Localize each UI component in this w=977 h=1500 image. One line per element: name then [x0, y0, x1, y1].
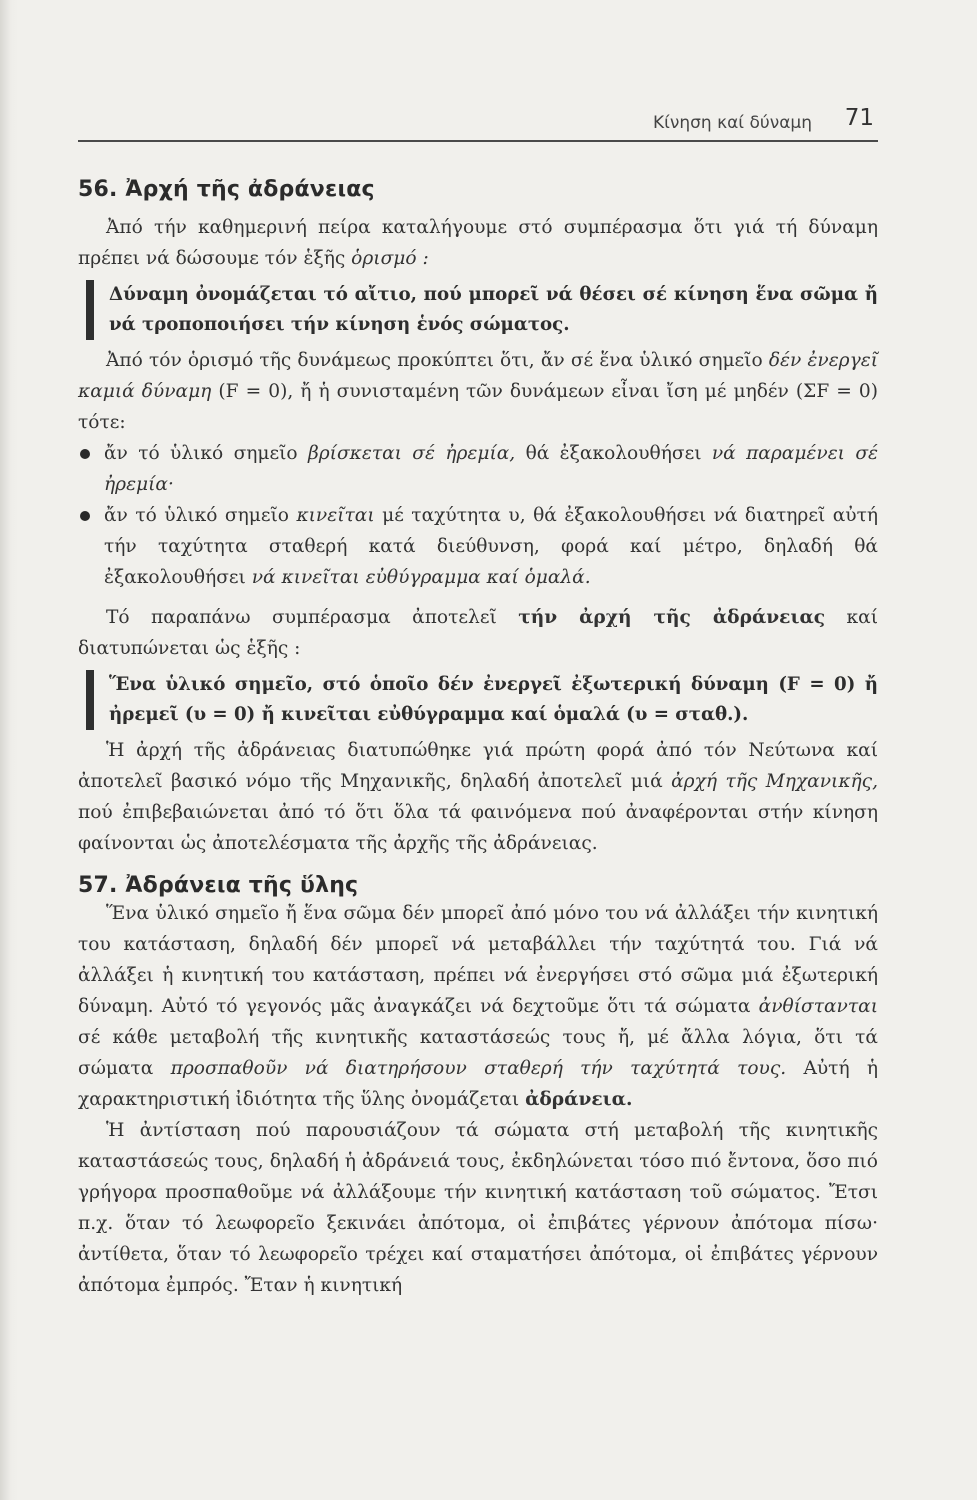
- force-definition: Δύναμη ὀνομάζεται τό αἴτιο, πού μπορεῖ νά θέσει σέ κίνηση ἕνα σῶμα ἤ νά τροποποιήσει τήν κίνηση ἑνός σώματος.: [109, 284, 878, 335]
- consequence-text-a: Ἀπό τόν ὁρισμό τῆς δυνάμεως προκύπτει ὅτι, ἄν σέ ἕνα ὑλικό σημεῖο: [106, 350, 769, 371]
- consequence-paragraph: [78, 345, 878, 438]
- newton-text-b: πού ἐπιβεβαιώνεται ἀπό τό ὅτι ὅλα τά φαινόμενα πού ἀναφέρονται στήν κίνηση φαίνονται ὡς ἀποτελέσματα τῆς ἀρχῆς τῆς ἀδράνειας.: [78, 802, 878, 854]
- consequence-text-b: (F = 0), ἤ ἡ συνισταμένη τῶν δυνάμεων εἶναι ἴση μέ μηδέν (ΣF = 0) τότε:: [78, 381, 878, 433]
- resistance-paragraph: Ἡ ἀντίσταση πού παρουσιάζουν τά σώματα στή μεταβολή τῆς κινητικῆς καταστάσεώς τους, δηλαδή ἡ ἀδράνειά τους, ἐκδηλώνεται τόσο πιό ἔντονα, ὅσο πιό γρήγορα προσπαθοῦμε νά ἀλλάξουμε τήν κινητική κατάσταση τοῦ σώματος. Ἔτσι π.χ. ὅταν τό λεωφορεῖο ξεκινάει ἀπότομα, οἱ ἐπιβάτες γέρνουν ἀπότομα πίσω· ἀντίθετα, ὅταν τό λεωφορεῖο τρέχει καί σταματήσει ἀπότομα, οἱ ἐπιβάτες γέρνουν ἀπότομα ἐμπρός. Ἔταν ἡ κινητική: [78, 1120, 878, 1296]
- section-56-heading: 56. Ἀρχή τῆς ἀδράνειας: [78, 177, 375, 202]
- para1-bold: ἀδράνεια.: [525, 1089, 633, 1110]
- bullet-text: θά ἐξακολουθήσει: [515, 443, 712, 464]
- bullet-item: [78, 500, 878, 593]
- bullet-dot-icon: [80, 511, 90, 521]
- para1-italic-b: προσπαθοῦν νά διατηρήσουν σταθερή τήν ταχύτητά τους.: [170, 1058, 787, 1079]
- running-header: [78, 100, 878, 142]
- bullet-italic: νά παραμένει σέ ἠρεμία·: [104, 443, 878, 495]
- conclusion-bold: τήν ἀρχή τῆς ἀδράνειας: [518, 607, 826, 628]
- matter-inertia-paragraph: [78, 898, 878, 1115]
- running-title: Κίνηση καί δύναμη: [652, 113, 812, 133]
- force-intro-paragraph: [78, 212, 878, 274]
- force-definition-box: [86, 280, 878, 340]
- intro-text: Ἀπό τήν καθημερινή πείρα καταλήγουμε στό συμπέρασμα ὅτι γιά τή δύναμη πρέπει νά δώσουμε τόν ἑξῆς: [78, 217, 878, 269]
- bullet-italic: νά κινεῖται εὐθύγραμμα καί ὁμαλά.: [251, 567, 591, 588]
- para1-text-b: σέ κάθε μεταβολή τῆς κινητικῆς καταστάσεώς τους ἤ, μέ ἄλλα λόγια, ὅτι τά σώματα: [78, 1027, 878, 1079]
- newton-text-a: Ἡ ἀρχή τῆς ἀδράνειας διατυπώθηκε γιά πρώτη φορά ἀπό τόν Νεύτωνα καί ἀποτελεῖ βασικό νόμο τῆς Μηχανικῆς, δηλαδή ἀποτελεῖ μιά: [78, 740, 878, 792]
- bullet-dot-icon: [80, 449, 90, 459]
- newton-paragraph: [78, 735, 878, 859]
- bullet-text: μέ ταχύτητα υ, θά ἐξακολουθήσει νά διατηρεῖ αὐτή τήν ταχύτητα σταθερή κατά διεύθυνση, φορά καί μέτρο, δηλαδή θά ἐξακολουθήσει: [104, 505, 879, 588]
- bullet-italic: βρίσκεται σέ ἠρεμία,: [307, 443, 516, 464]
- para1-text-a: Ἕνα ὑλικό σημεῖο ἤ ἕνα σῶμα δέν μπορεῖ ἀπό μόνο του νά ἀλλάξει τήν κινητική του κατάσταση, δηλαδή δέν μπορεῖ νά μεταβάλλει τήν ταχύτητά του. Γιά νά ἀλλάξει ἡ κινητική του κατάσταση, πρέπει νά ἐνεργήσει στό σῶμα μιά ἐξωτερική δύναμη. Αὐτό τό γεγονός μᾶς ἀναγκάζει νά δεχτοῦμε ὅτι τά σώματα: [78, 903, 878, 1017]
- conclusion-text-b: καί διατυπώνεται ὡς ἑξῆς :: [78, 607, 878, 659]
- bullet-text: ἄν τό ὑλικό σημεῖο: [104, 505, 297, 526]
- bullet-text: ἄν τό ὑλικό σημεῖο: [104, 443, 308, 464]
- conclusion-paragraph: [78, 602, 878, 664]
- page-number: 71: [844, 105, 874, 131]
- inertia-principle: Ἕνα ὑλικό σημεῖο, στό ὁποῖο δέν ἐνεργεῖ ἐξωτερική δύναμη (F = 0) ἤ ἠρεμεῖ (υ = 0) ἤ κινεῖται εὐθύγραμμα καί ὁμαλά (υ = σταθ.).: [109, 674, 878, 725]
- section-57-heading: 57. Ἀδράνεια τῆς ὕλης: [78, 873, 359, 898]
- consequence-italic: δέν ἐνεργεῖ καμιά δύναμη: [78, 350, 878, 402]
- newton-italic: ἀρχή τῆς Μηχανικῆς,: [671, 771, 878, 792]
- principle-box: [86, 670, 878, 730]
- page-spine-shadow: [0, 0, 18, 1500]
- bullet-item: [78, 438, 878, 500]
- para1-italic-a: ἀνθίστανται: [758, 996, 878, 1017]
- conclusion-text-a: Τό παραπάνω συμπέρασμα ἀποτελεῖ: [106, 607, 519, 628]
- book-page: [78, 100, 878, 1301]
- intro-italic: ὁρισμό :: [351, 248, 429, 269]
- bullet-italic: κινεῖται: [296, 505, 375, 526]
- para1-text-c: Αὐτή ἡ χαρακτηριστική ἰδιότητα τῆς ὕλης ὀνομάζεται: [78, 1058, 879, 1110]
